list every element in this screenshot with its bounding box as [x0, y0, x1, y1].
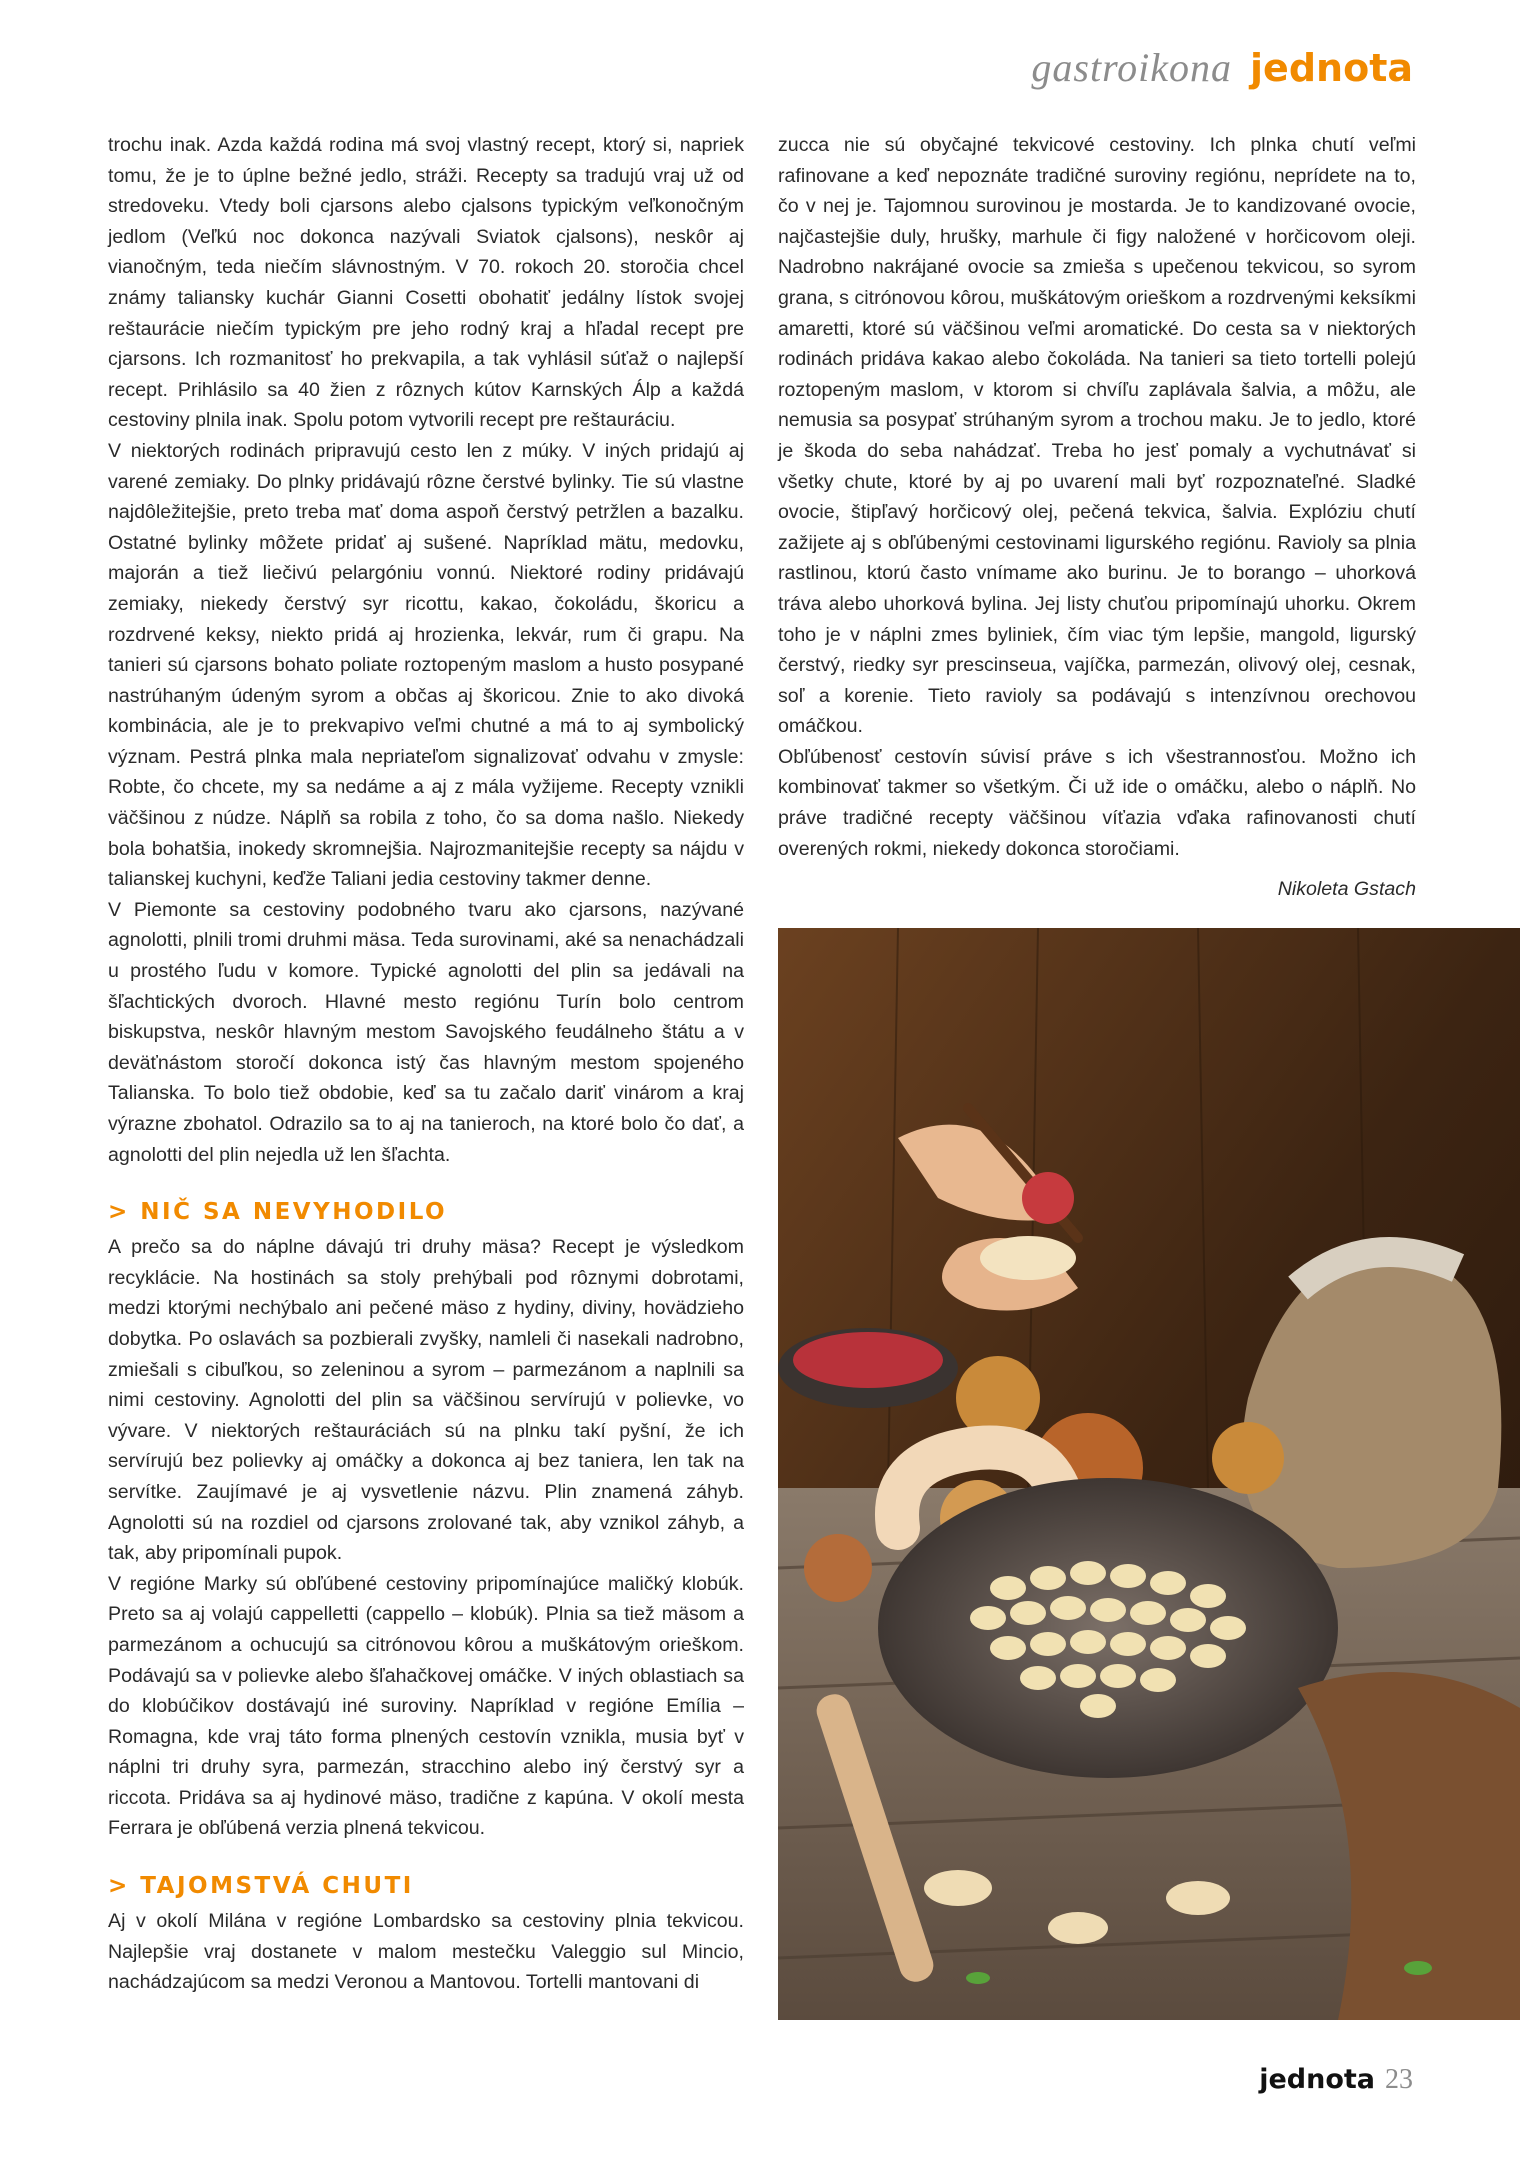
paragraph: zucca nie sú obyčajné tekvicové cestoviny. Ich plnka chutí veľmi rafinovane a keď nepoznáte tradičné suroviny regiónu, neprídete na to, čo v nej je. Tajomnou surovinou je mostarda. Je to kandizované ovocie, najčastejšie duly, hrušky, marhule či figy naložené v horčicovom oleji. Nadrobno nakrájané ovocie sa zmieša s upečenou tekvicou, so syrom grana, s citrónovou kôrou, muškátovým orieškom a rozdrvenými keksíkmi amaretti, ktoré sú väčšinou veľmi aromatické. Do cesta sa v niektorých rodinách pridáva kakao alebo čokoláda. Na tanieri sa tieto tortelli polejú roztopeným maslom, v ktorom si chvíľu zaplávala šalvia, a môžu, ale nemusia sa posypať strúhaným syrom a trochou maku. Je to jedlo, ktoré je škoda do seba nahádzať. Treba ho jesť pomaly a vychutnávať si všetky chute, ktoré by aj po uvarení mali byť rozpoznateľné. Sladké ovocie, štipľavý horčicový olej, pečená tekvica, šalvia. Explóziu chutí zažijete aj s obľúbenými cestovinami ligurského regiónu. Ravioly sa plnia rastlinou, ktorú často vnímame ako burinu. Je to borango – uhorková tráva alebo uhorková bylina. Jej listy chuťou pripomínajú uhorku. Okrem toho je v náplni zmes byliniek, čím viac tým lepšie, mangold, ligurský čerstvý, riedky syr prescinseua, vajíčka, parmezán, olivový olej, cesnak, soľ a korenie. Tieto ravioly sa podávajú s intenzívnou orechovou omáčkou. — [778, 134, 1416, 738]
page-number: 23 — [1385, 2064, 1413, 2095]
paragraph: Obľúbenosť cestovín súvisí práve s ich všestrannosťou. Možno ich kombinovať takmer so všetkým. Či už ide o omáčku, alebo o náplň. No práve tradičné recepty väčšinou víťazia vďaka rafinovanosti chutí overených rokmi, niekedy dokonca storočiami. — [778, 745, 1416, 860]
paragraph: trochu inak. Azda každá rodina má svoj vlastný recept, ktorý si, napriek tomu, že je to úplne bežné jedlo, stráži. Recepty sa tradujú vraj už od stredoveku. Vtedy boli cjarsons alebo cjalsons typickým veľkonočným jedlom (Veľkú noc dokonca nazývali Sviatok cjalsons), neskôr aj vianočným, teda niečím slávnostným. V 70. rokoch 20. storočia chcel známy taliansky kuchár Gianni Cosetti obohatiť jedálny lístok svojej reštaurácie niečím typickým pre jeho rodný kraj a hľadal recept pre cjarsons. Ich rozmanitosť ho prekvapila, a tak vyhlásil súťaž o najlepší recept. Prihlásilo sa 40 žien z rôznych kútov Karnských Álp a každá cestoviny plnila inak. Spolu potom vytvorili recept pre reštauráciu. — [108, 134, 744, 432]
section-title: gastroikona — [1031, 45, 1233, 90]
pasta-photo — [778, 928, 1520, 2020]
paragraph: V niektorých rodinách pripravujú cesto len z múky. V iných pridajú aj varené zemiaky. Do plnky pridávajú rôzne čerstvé bylinky. Tie sú vlastne najdôležitejšie, preto treba mať doma aspoň čerstvý petržlen a bazalku. Ostatné bylinky môžete pridať aj sušené. Napríklad mätu, medovku, majorán a tiež liečivú pelargóniu vonnú. Niektoré rodiny pridávajú zemiaky, niekedy čerstvý syr ricottu, kakao, čokoládu, škoricu a rozdrvené keksy, niekto pridá aj hrozienka, lekvár, rum či grapu. Na tanieri sú cjarsons bohato poliate roztopeným maslom a husto posypané nastrúhaným údeným syrom a občas aj škoricou. Znie to ako divoká kombinácia, ale je to prekvapivo veľmi chutné a má to aj symbolický význam. Pestrá plnka mala nepriateľom signalizovať odvahu v zmysle: Robte, čo chcete, my sa nedáme a aj z mála vyžijeme. Recepty vznikli väčšinou z núdze. Náplň sa robila z toho, čo sa doma našlo. Niekedy bola bohatšia, inokedy skromnejšia. Najrozmanitejšie recepty sa nájdu v talianskej kuchyni, keďže Taliani jedia cestoviny takmer denne. — [108, 439, 744, 891]
brand-logo: jednota — [1250, 46, 1413, 90]
section-heading: > NIČ SA NEVYHODILO — [108, 1199, 448, 1226]
right-column — [778, 130, 1416, 905]
page-footer — [1259, 2064, 1413, 2096]
paragraph: V Piemonte sa cestoviny podobného tvaru ako cjarsons, nazývané agnolotti, plnili tromi druhmi mäsa. Teda surovinami, aké sa nenachádzali u prostého ľudu v komore. Typické agnolotti del plin sa jedávali na šľachtických dvoroch. Hlavné mesto regiónu Turín bolo centrom biskupstva, neskôr hlavným mestom Savojského feudálneho štátu a v deväťnástom storočí dokonca istý čas hlavným mestom spojeného Talianska. To bolo tiež obdobie, keď sa tu začalo dariť vinárom a kraj výrazne zbohatol. Odrazilo sa to aj na tanieroch, na ktoré bolo čo dať, a agnolotti del plin nejedla už len šľachta. — [108, 898, 744, 1166]
paragraph: Aj v okolí Milána v regióne Lombardsko sa cestoviny plnia tekvicou. Najlepšie vraj dostanete v malom mestečku Valeggio sul Mincio, nachádzajúcom sa medzi Veronou a Mantovou. Tortelli mantovani di — [108, 1910, 744, 1994]
paragraph: V regióne Marky sú obľúbené cestoviny pripomínajúce maličký klobúk. Preto sa aj volajú cappelletti (cappello – klobúk). Plnia sa tiež mäsom a parmezánom a ochucujú sa citrónovou kôrou a muškátovým orieškom. Podávajú sa v polievke alebo šľahačkovej omáčke. V iných oblastiach sa do klobúčikov dostávajú iné suroviny. Napríklad v regióne Emília – Romagna, kde vraj táto forma plnených cestovín vznikla, musia byť v náplni tri druhy syra, parmezán, stracchino alebo iný čerstvý syr a riccota. Pridáva sa aj hydinové mäso, tradične z kapúna. V okolí mesta Ferrara je obľúbená verzia plnená tekvicou. — [108, 1572, 744, 1840]
footer-brand: jednota — [1259, 2064, 1375, 2095]
left-column — [108, 130, 744, 1998]
author-name: Nikoleta Gstach — [1277, 878, 1416, 901]
paragraph: A prečo sa do náplne dávajú tri druhy mäsa? Recept je výsledkom recyklácie. Na hostinách sa stoly prehýbali pod rôznymi dobrotami, medzi ktorými nechýbalo ani pečené mäso z hydiny, diviny, hovädzieho dobytka. Po oslavách sa pozbierali zvyšky, namleli či nasekali nadrobno, zmiešali s cibuľkou, so zeleninou a syrom – parmezánom a naplnili sa nimi cestoviny. Agnolotti del plin sa väčšinou servírujú v polievke, vo vývare. V niektorých reštauráciách sú na plnku takí pyšní, že ich servírujú bez polievky aj omáčky a dokonca aj bez taniera, len tak na servítke. Zaujímavé je aj vysvetlenie názvu. Plin znamená záhyb. Agnolotti sú na rozdiel od cjarsons zrolované tak, aby vznikol záhyb, a tak, aby pripomínali pupok. — [108, 1236, 744, 1565]
page-header — [1031, 44, 1413, 104]
section-heading: > TAJOMSTVÁ CHUTI — [108, 1873, 414, 1900]
pasta-photo-illustration — [778, 928, 1520, 2020]
